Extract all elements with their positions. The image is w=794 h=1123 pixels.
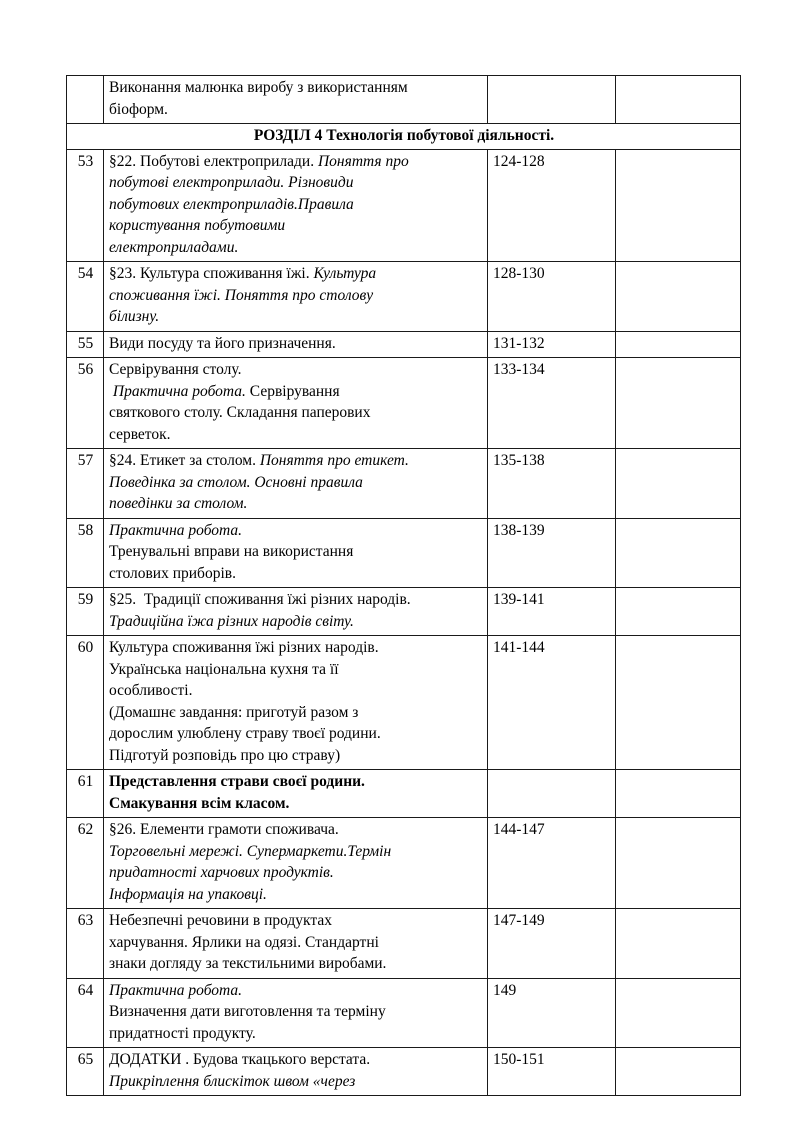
topic-line: придатності продукту.: [109, 1024, 256, 1042]
table-cell-pages: 138-139: [488, 518, 616, 588]
table-row: [67, 770, 741, 818]
table-cell-notes: [616, 818, 741, 909]
table-cell-topic: [104, 149, 488, 262]
table-cell-topic: [104, 818, 488, 909]
topic-line: Поведінка за столом. Основні правила: [109, 473, 363, 491]
table-cell-topic: [104, 76, 488, 124]
table-cell-pages: [488, 76, 616, 124]
table-cell-number: 65: [67, 1048, 104, 1096]
table-cell-topic: [104, 358, 488, 449]
table-section-header-row: [67, 124, 741, 150]
table-cell-pages: 139-141: [488, 588, 616, 636]
table-cell-notes: [616, 770, 741, 818]
table-row: [67, 518, 741, 588]
table-cell-topic: [104, 770, 488, 818]
topic-line: §23. Культура споживання їжі. Культура: [109, 265, 377, 282]
topic-line: побутові електроприлади. Різновиди: [109, 174, 354, 191]
table-cell-topic: [104, 518, 488, 588]
topic-line: Підготуй розповідь про цю страву): [109, 746, 341, 764]
table-cell-pages: [488, 770, 616, 818]
table-cell-number: 54: [67, 262, 104, 332]
topic-line: §26. Елементи грамоти споживача.: [109, 821, 339, 838]
table-cell-notes: [616, 262, 741, 332]
table-row: [67, 818, 741, 909]
table-cell-notes: [616, 449, 741, 519]
table-cell-topic: [104, 909, 488, 979]
topic-line: Практична робота. Сервірування: [109, 382, 340, 400]
table-row: [67, 358, 741, 449]
table-cell-notes: [616, 518, 741, 588]
table-cell-notes: [616, 636, 741, 770]
table-row: [67, 76, 741, 124]
section-header-label: РОЗДІЛ 4 Технологія побутової діяльності.: [67, 124, 741, 150]
topic-line: Смакування всім класом.: [109, 794, 290, 812]
table-cell-topic: [104, 588, 488, 636]
topic-line: Торговельні мережі. Супермаркети.Термін: [109, 842, 392, 860]
topic-line: білизну.: [109, 308, 160, 325]
table-row: [67, 636, 741, 770]
table-cell-pages: 131-132: [488, 331, 616, 358]
topic-line: Традиційна їжа різних народів світу.: [109, 612, 354, 630]
topic-line: поведінки за столом.: [109, 495, 248, 512]
table-cell-notes: [616, 149, 741, 262]
table-cell-pages: 144-147: [488, 818, 616, 909]
table-cell-notes: [616, 358, 741, 449]
table-cell-pages: 147-149: [488, 909, 616, 979]
topic-line: §24. Етикет за столом. Поняття про етикет.: [109, 452, 409, 469]
table-cell-topic: [104, 978, 488, 1048]
table-cell-notes: [616, 588, 741, 636]
lesson-plan-table: [66, 75, 741, 1096]
table-cell-number: 62: [67, 818, 104, 909]
topic-line: Українська національна кухня та її: [109, 660, 339, 678]
table-cell-topic: [104, 262, 488, 332]
topic-line: особливості.: [109, 682, 193, 699]
table-cell-number: 55: [67, 331, 104, 358]
topic-line: дорослим улюблену страву твоєї родини.: [109, 725, 381, 742]
topic-line: споживання їжі. Поняття про столову: [109, 286, 374, 304]
table-cell-number: 57: [67, 449, 104, 519]
table-cell-number: 60: [67, 636, 104, 770]
topic-line: харчування. Ярлики на одязі. Стандартні: [109, 933, 379, 951]
table-cell-number: 61: [67, 770, 104, 818]
topic-line: Інформація на упаковці.: [109, 885, 267, 903]
topic-line: Сервірування столу.: [109, 361, 242, 378]
table-cell-pages: 124-128: [488, 149, 616, 262]
table-row: [67, 262, 741, 332]
table-cell-pages: 128-130: [488, 262, 616, 332]
table-cell-pages: 133-134: [488, 358, 616, 449]
topic-line: Практична робота.: [109, 981, 243, 999]
table-cell-pages: 141-144: [488, 636, 616, 770]
topic-line: Виконання малюнка виробу з використанням: [109, 79, 408, 96]
topic-line: святкового столу. Складання паперових: [109, 404, 371, 421]
topic-line: Представлення страви своєї родини.: [109, 773, 365, 790]
table-row: [67, 1048, 741, 1096]
topic-line: користування побутовими: [109, 217, 286, 234]
table-cell-topic: [104, 449, 488, 519]
table-cell-notes: [616, 978, 741, 1048]
table-cell-number: 53: [67, 149, 104, 262]
table-row: [67, 978, 741, 1048]
table-cell-pages: 150-151: [488, 1048, 616, 1096]
topic-line: столових приборів.: [109, 564, 236, 582]
topic-line: §25. Традиції споживання їжі різних народів.: [109, 591, 411, 608]
table-cell-number: 64: [67, 978, 104, 1048]
topic-line: Визначення дати виготовлення та терміну: [109, 1003, 386, 1020]
table-row: [67, 149, 741, 262]
topic-line: Культура споживання їжі різних народів.: [109, 639, 379, 656]
table-cell-notes: [616, 76, 741, 124]
table-cell-number: 59: [67, 588, 104, 636]
topic-line: електроприладами.: [109, 238, 239, 256]
table-cell-topic: [104, 1048, 488, 1096]
topic-line: придатності харчових продуктів.: [109, 864, 334, 881]
topic-line: Прикріплення блискіток швом «через: [109, 1072, 356, 1090]
table-cell-notes: [616, 909, 741, 979]
topic-line: біоформ.: [109, 100, 168, 118]
topic-line: побутових електроприладів.Правила: [109, 195, 354, 213]
table-cell-number: 58: [67, 518, 104, 588]
topic-line: Тренувальні вправи на використання: [109, 543, 354, 560]
topic-line: Небезпечні речовини в продуктах: [109, 912, 332, 929]
topic-line: серветок.: [109, 425, 171, 443]
table-row: [67, 331, 741, 358]
topic-line: Практична робота.: [109, 521, 243, 539]
table-cell-pages: 149: [488, 978, 616, 1048]
topic-line: Види посуду та його призначення.: [109, 334, 336, 352]
topic-line: §22. Побутові електроприлади. Поняття про: [109, 152, 409, 170]
table-cell-topic: [104, 331, 488, 358]
table-row: [67, 909, 741, 979]
table-cell-number: 56: [67, 358, 104, 449]
topic-line: ДОДАТКИ . Будова ткацького верстата.: [109, 1051, 371, 1068]
topic-line: знаки догляду за текстильними виробами.: [109, 955, 387, 972]
table-cell-number: 63: [67, 909, 104, 979]
table-cell-pages: 135-138: [488, 449, 616, 519]
table-cell-notes: [616, 331, 741, 358]
table-cell-notes: [616, 1048, 741, 1096]
topic-line: (Домашнє завдання: приготуй разом з: [109, 703, 359, 721]
table-row: [67, 449, 741, 519]
table-cell-topic: [104, 636, 488, 770]
table-cell-number: [67, 76, 104, 124]
table-row: [67, 588, 741, 636]
table-body: [67, 76, 741, 1096]
